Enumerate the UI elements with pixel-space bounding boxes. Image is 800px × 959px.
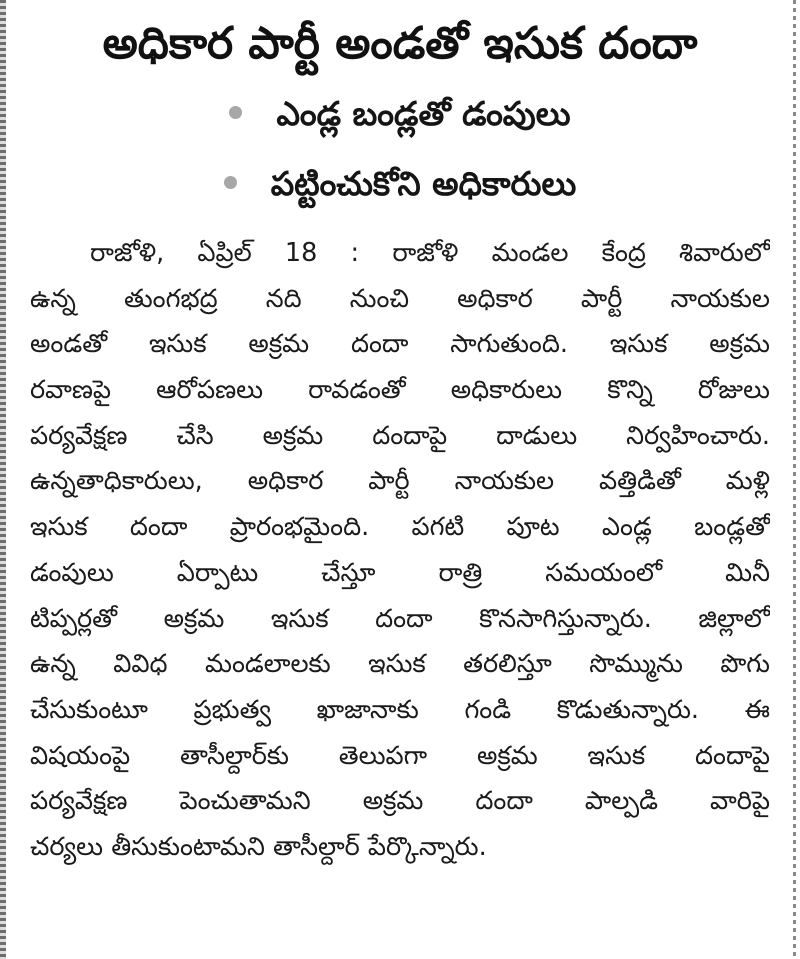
body-line: ఉన్నతాధికారులు, అధికార పార్టీ నాయకుల వత్తిడితో మళ్లి (30, 466, 770, 497)
subheading-1 (0, 90, 800, 138)
body-line: పర్యవేక్షణ పెంచుతామని అక్రమ దందా పాల్పడి వారిపై (30, 786, 770, 817)
body-line: ఉన్న వివిధ మండలాలకు ఇసుక తరలిస్తూ సొమ్మును పొగు (30, 649, 770, 680)
body-line: విషయంపై తాసీల్దార్‌కు తెలుపగా అక్రమ ఇసుక దందాపై (30, 740, 770, 771)
body-line: పర్యవేక్షణ చేసి అక్రమ దందాపై దాడులు నిర్వహించారు. (30, 420, 770, 451)
body-line: డంపులు ఏర్పాటు చేస్తూ రాత్రి సమయంలో మినీ (30, 557, 770, 588)
headline: అధికార పార్టీ అండతో ఇసుక దందా (102, 18, 698, 69)
body-line: చేసుకుంటూ ప్రభుత్వ ఖాజానాకు గండి కొడుతున్నారు. ఈ (30, 694, 770, 725)
subheading-text: పట్టించుకోని అధికారులు (270, 164, 577, 203)
column-rule-left (0, 0, 6, 959)
article-body (30, 231, 770, 871)
bullet-icon (229, 106, 242, 119)
body-line: రాజోళి, ఏప్రిల్ 18 : రాజోళి మండల కేంద్ర శివారులో (90, 238, 770, 268)
bullet-icon (224, 176, 237, 189)
subheading-2 (0, 160, 800, 208)
body-line: ఇసుక దందా ప్రారంభమైంది. పగటి పూట ఎండ్ల బండ్లతో (30, 512, 770, 543)
body-line: రవాణపై ఆరోపణలు రావడంతో అధికారులు కొన్ని రోజులు (30, 375, 770, 406)
body-line: అండతో ఇసుక అక్రమ దందా సాగుతుంది. ఇసుక అక్రమ (30, 329, 770, 360)
body-line: టిప్పర్లతో అక్రమ ఇసుక దందా కొనసాగిస్తున్నారు. జిల్లాలో (30, 603, 770, 634)
column-rule-right (793, 0, 796, 959)
subheading-text: ఎండ్ల బండ్లతో డంపులు (276, 94, 571, 133)
body-line: చర్యలు తీసుకుంటామని తాసీల్దార్ పేర్కొన్నారు. (30, 831, 487, 862)
body-line: ఉన్న తుంగభద్ర నది నుంచి అధికార పార్టీ నాయకుల (30, 283, 770, 314)
